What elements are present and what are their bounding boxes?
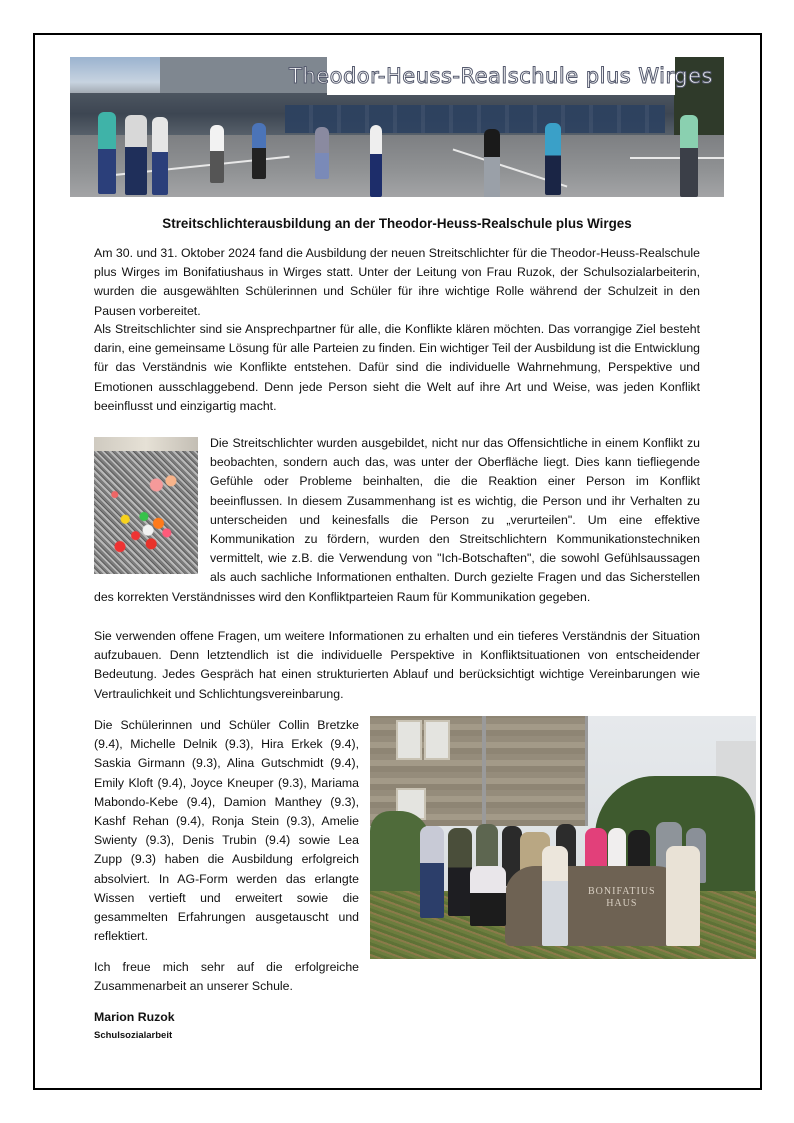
article-title: Streitschlichterausbildung an der Theodor-Heuss-Realschule plus Wirges [162,216,632,231]
photo-person [484,129,500,197]
paragraph-text: Am 30. und 31. Oktober 2024 fand die Ausbildung der neuen Streitschlichter für die Theodor-Heuss-Realschule plus Wirges im Bonifatiushaus in Wirges statt. Unter der Leitung von Frau Ruzok, der Schulsozialarbeiterin, wurden die ausgewählten Schülerinnen und Schüler für ihre wichtige Rolle während der Schulzeit in den Pausen vorbereitet. [94,246,700,318]
photo-person [545,123,561,195]
photo-building-windows [285,105,665,133]
school-name-banner [289,57,713,95]
signature-role: Schulsozialarbeit [94,1030,173,1041]
photo-schoolyard [70,135,724,197]
photo-person [470,866,506,926]
paragraph-questions [94,627,700,704]
photo-person [370,125,382,197]
photo-pole [482,716,486,826]
sign-line-2: HAUS [606,898,638,909]
photo-court-line [630,157,724,159]
photo-person [666,846,700,946]
photo-person [125,115,147,195]
photo-person [98,112,116,194]
photo-window [396,720,422,760]
paragraph-text: Als Streitschlichter sind sie Ansprechpartner für alle, die Konflikte klären möchten. Das vorrangige Ziel besteht darin, eine gemeinsame Lösung für alle Parteien zu finden. Ein wichtiger Teil der Ausbildung ist die Entwicklung für das Verständnis wie Konflikte entstehen. Dafür sind die individuelle Wahrnehmung, Perspektive und Emotionen ausschlaggebend. Denn jede Person sieht die Welt auf ihre Art und Weise, was jeden Konflikt beeinflusst und einzigartig macht. [94,322,700,413]
photo-wall [94,437,198,451]
signature-name: Marion Ruzok [94,1010,175,1024]
photo-person [680,115,698,197]
paragraph-text: Ich freue mich sehr auf die erfolgreiche Zusammenarbeit an unserer Schule. [94,960,359,994]
photo-sign-text [588,886,656,910]
paragraph-role [94,320,700,416]
photo-window [424,720,450,760]
paragraph-text: Die Schülerinnen und Schüler Collin Bretzke (9.4), Michelle Delnik (9.3), Hira Erkek (9.4), Saskia Girmann (9.3), Alina Gutschmidt (9.4), Emily Kloft (9.4), Joyce Kneuper (9.3), Mariama Mabondo-Kebe (9.4), Damion Manthey (9.3), Kashf Rehan (9.4), Ronja Stein (9.3), Amelie Swienty (9.3), Denis Trubin (9.4) sowie Lea Zupp (9.3) haben die Ausbildung erfolgreich absolviert. In AG-Form werden das erlangte Wissen vertieft und erweitert sowie die gesammelten Erfahrungen ausgetauscht und reflektiert. [94,718,359,944]
sign-line-1: BONIFATIUS [588,886,656,897]
group-photo [370,716,756,959]
photo-person [448,828,472,916]
photo-pole [585,716,588,826]
paragraph-training [94,434,700,607]
paragraph-closing [94,958,359,996]
photo-person [542,846,568,946]
header-photo [70,57,724,197]
photo-person [252,123,266,179]
paragraph-text: Sie verwenden offene Fragen, um weitere Informationen zu erhalten und ein tieferes Verständnis der Situation aufzubauen. Denn letztendlich ist die individuelle Perspektive in Konfliktsituationen von entscheidender Bedeutung. Jedes Gespräch hat einen strukturierten Ablauf und berücksichtigt wichtige Vereinbarungen wie Vertraulichkeit und Schlichtungsvereinbarung. [94,629,700,701]
paragraph-text: Die Streitschlichter wurden ausgebildet, nicht nur das Offensichtliche in einem Konflikt zu beobachten, sondern auch das, was unter der Oberfläche liegt. Dies kann tiefliegende Gefühle oder Probleme beinhalten, die die Reaktion einer Person im Konflikt beeinflussen. In diesem Zusammenhang ist es wichtig, die Person und ihr Verhalten zu unterscheiden und keinesfalls die Person zu „verurteilen". Um eine effektive Kommunikation zu fördern, wurden den Streitschlichtern Kommunikationstechniken vermittelt, wie z.B. die Verwendung von "Ich-Botschaften", die sowohl Gefühlsaussagen als auch sachliche Informationen enthalten. Durch gezielte Fragen und das Sicherstellen des korrekten Verständnisses wird den Konfliktparteien Raum für Kommunikation gegeben. [94,436,700,604]
paragraph-intro [94,244,700,321]
cards-on-floor-photo [94,437,198,574]
photo-person [420,826,444,918]
photo-person [152,117,168,195]
photo-person [315,127,329,179]
school-name: Theodor-Heuss-Realschule plus Wirges [289,64,713,88]
paragraph-participants [94,716,359,946]
photo-person [210,125,224,183]
